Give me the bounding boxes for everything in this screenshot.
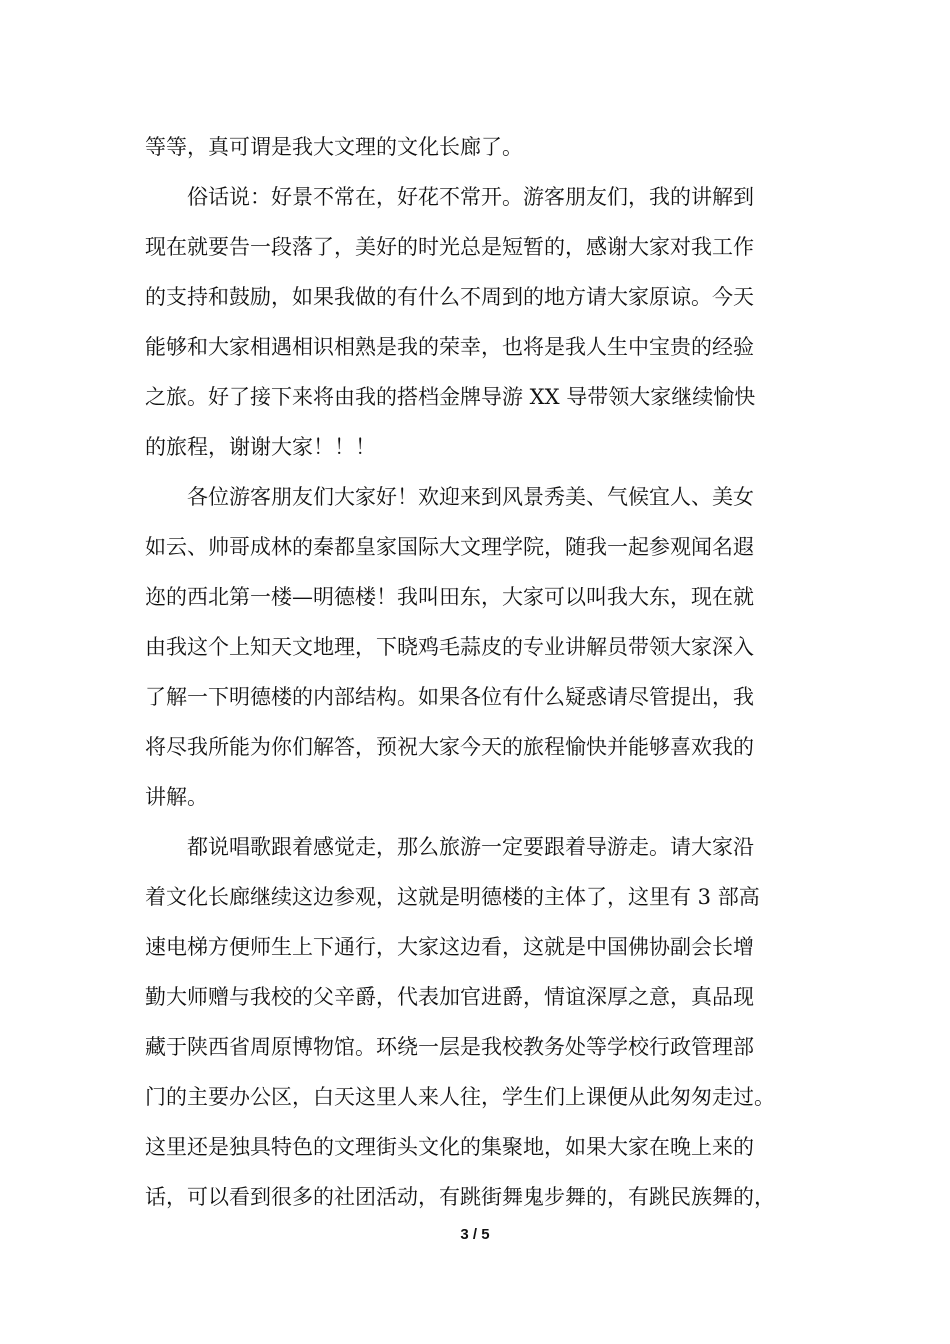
text-line-16: 着文化长廊继续这边参观，这就是明德楼的主体了，这里有 3 部高: [145, 885, 760, 909]
text-line-19: 藏于陕西省周原博物馆。环绕一层是我校教务处等学校行政管理部: [145, 1035, 754, 1059]
text-line-6: 之旅。好了接下来将由我的搭档金牌导游 XX 导带领大家继续愉快: [145, 385, 756, 409]
text-line-4: 的支持和鼓励，如果我做的有什么不周到的地方请大家原谅。今天: [145, 285, 754, 309]
text-line-10: 迩的西北第一楼—明德楼！我叫田东，大家可以叫我大东，现在就: [145, 585, 754, 609]
text-line-22: 话，可以看到很多的社团活动，有跳街舞鬼步舞的，有跳民族舞的，: [145, 1185, 775, 1209]
page-number: 3 / 5: [460, 1226, 490, 1243]
text-line-2: 俗话说：好景不常在，好花不常开。游客朋友们，我的讲解到: [145, 185, 754, 209]
text-line-9: 如云、帅哥成林的秦都皇家国际大文理学院，随我一起参观闻名遐: [145, 535, 754, 559]
text-line-1: 等等，真可谓是我大文理的文化长廊了。: [145, 135, 523, 159]
text-line-11: 由我这个上知天文地理，下晓鸡毛蒜皮的专业讲解员带领大家深入: [145, 635, 754, 659]
text-line-20: 门的主要办公区，白天这里人来人往，学生们上课便从此匆匆走过。: [145, 1085, 775, 1109]
text-line-3: 现在就要告一段落了，美好的时光总是短暂的，感谢大家对我工作: [145, 235, 754, 259]
text-line-18: 勤大师赠与我校的父辛爵，代表加官进爵，情谊深厚之意，真品现: [145, 985, 754, 1009]
text-line-13: 将尽我所能为你们解答，预祝大家今天的旅程愉快并能够喜欢我的: [145, 735, 754, 759]
text-line-12: 了解一下明德楼的内部结构。如果各位有什么疑惑请尽管提出，我: [145, 685, 754, 709]
text-line-14: 讲解。: [145, 785, 208, 809]
text-line-17: 速电梯方便师生上下通行，大家这边看，这就是中国佛协副会长增: [145, 935, 754, 959]
text-line-15: 都说唱歌跟着感觉走，那么旅游一定要跟着导游走。请大家沿: [145, 835, 754, 859]
text-line-8: 各位游客朋友们大家好！欢迎来到风景秀美、气候宜人、美女: [145, 485, 754, 509]
text-line-7: 的旅程，谢谢大家！！！: [145, 435, 376, 459]
text-line-5: 能够和大家相遇相识相熟是我的荣幸，也将是我人生中宝贵的经验: [145, 335, 754, 359]
text-line-21: 这里还是独具特色的文理街头文化的集聚地，如果大家在晚上来的: [145, 1135, 754, 1159]
